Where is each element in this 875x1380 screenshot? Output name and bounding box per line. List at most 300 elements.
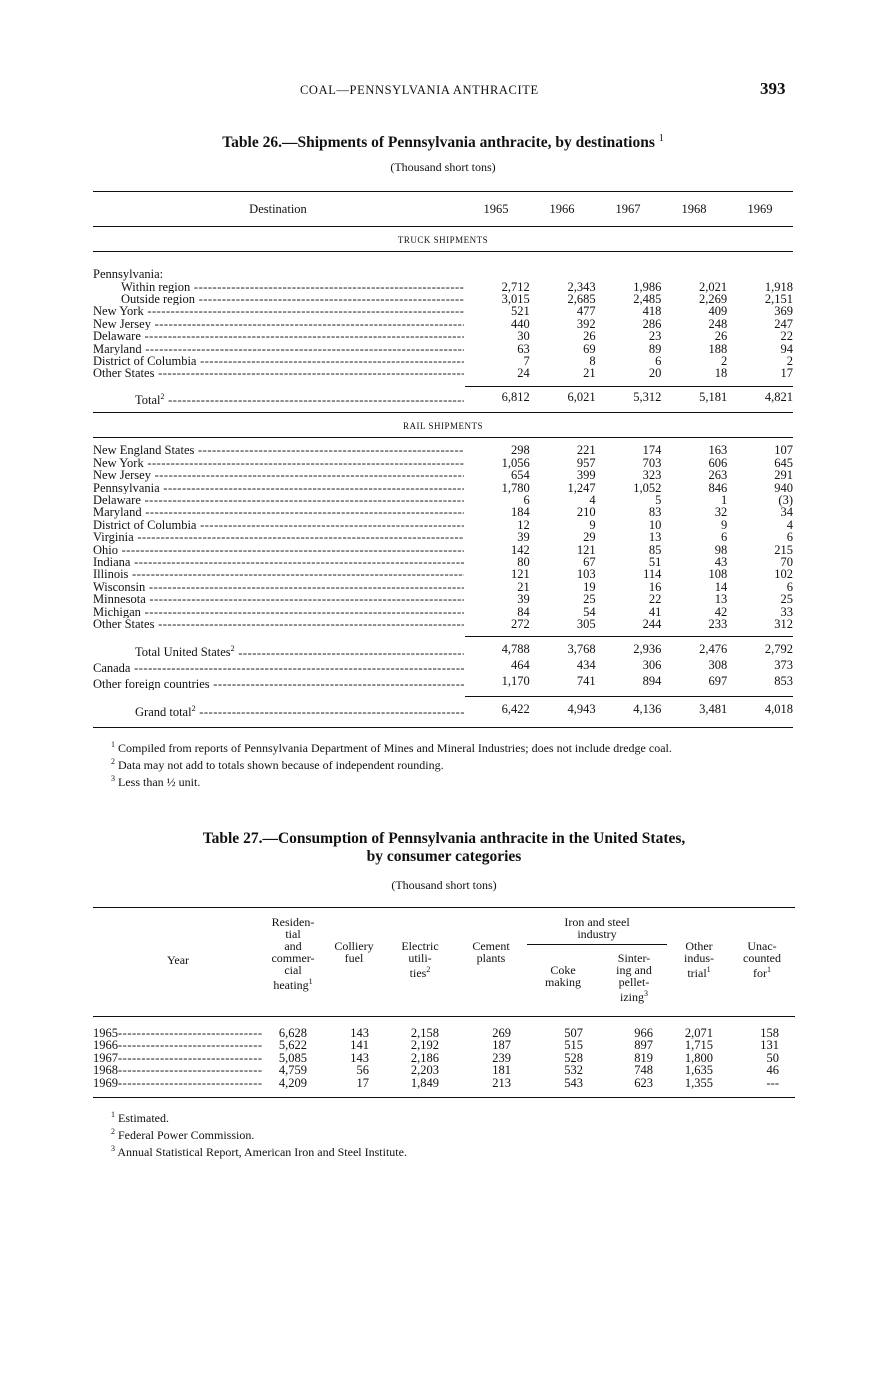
- row-value: 6,812: [501, 389, 530, 404]
- row-year: 1969 -----: [93, 1077, 263, 1089]
- table-row: [93, 531, 793, 543]
- table-row: [93, 1077, 795, 1089]
- row-value: 13: [648, 530, 662, 545]
- row-label: [93, 494, 464, 506]
- row-value: 233: [708, 617, 728, 632]
- col-cement: Cement plants: [472, 939, 510, 965]
- row-value: 248: [708, 316, 728, 331]
- row-value: (3): [778, 493, 793, 507]
- col-unaccounted: [729, 908, 795, 1016]
- row-value: 543: [564, 1075, 583, 1090]
- row-value: 42: [714, 604, 728, 619]
- footnote-mark: 2: [111, 1127, 115, 1137]
- row-value: 1,986: [633, 279, 662, 294]
- row-value: 247: [774, 316, 793, 331]
- row-value: 269: [492, 1026, 511, 1040]
- row-label: [93, 293, 464, 305]
- row-value: 2,071: [684, 1026, 713, 1040]
- row-label-text: Indiana: [93, 556, 131, 569]
- row-value: 1: [720, 493, 728, 507]
- row-value: 2,151: [764, 291, 793, 306]
- table-26: [93, 130, 793, 789]
- row-label-text: Virginia: [93, 531, 134, 544]
- row-label-text: Other foreign countries: [93, 676, 210, 691]
- row-value: 369: [774, 304, 793, 319]
- row-value: 654: [511, 468, 530, 483]
- col-residential-text: Residen- tial and commer- cial heating: [271, 915, 315, 992]
- row-value: 1,780: [501, 480, 530, 495]
- row-value: 9: [720, 517, 728, 532]
- row-label: [93, 457, 464, 469]
- row-value: 966: [634, 1026, 653, 1040]
- row-label: [93, 391, 464, 407]
- table-row: [93, 519, 793, 531]
- table-row: [93, 355, 793, 367]
- row-label-text: New Jersey: [93, 469, 151, 482]
- col-residential: [263, 908, 323, 1016]
- row-value: 18: [714, 366, 728, 381]
- row-value: 606: [708, 455, 728, 470]
- row-label-text: Total United States: [135, 645, 231, 660]
- row-value: 3,481: [699, 702, 728, 717]
- row-value: 108: [708, 567, 728, 582]
- row-value: 51: [648, 555, 662, 570]
- row-value: 213: [492, 1075, 511, 1090]
- row-value: 263: [708, 468, 728, 483]
- table-row: [93, 659, 793, 675]
- footnote-mark: 2: [111, 756, 115, 766]
- row-label-text: Outside region: [121, 292, 195, 306]
- table-row: [93, 330, 793, 342]
- col-coke: Coke making: [545, 963, 581, 989]
- row-label: [93, 330, 464, 342]
- row-label-text: Maryland: [93, 506, 142, 519]
- row-value: 84: [517, 604, 530, 619]
- row-value: 56: [356, 1063, 369, 1078]
- row-value: 2: [786, 354, 793, 368]
- row-value: 239: [492, 1050, 511, 1065]
- row-value: 528: [564, 1050, 583, 1065]
- footnote-text: Federal Power Commission.: [118, 1128, 255, 1143]
- row-label: [93, 444, 464, 456]
- row-label-text: Wisconsin: [93, 580, 146, 594]
- section-rail-shipments: RAIL SHIPMENTS: [403, 421, 483, 432]
- row-value: 63: [517, 341, 530, 356]
- row-label-note: 2: [191, 704, 196, 714]
- row-label: [93, 318, 464, 330]
- row-value: 142: [511, 542, 530, 557]
- table-row: [93, 367, 793, 379]
- row-value: 22: [780, 329, 793, 344]
- row-value: 215: [774, 542, 793, 557]
- col-unac-note: 1: [767, 965, 771, 974]
- row-value: 4,018: [764, 702, 793, 717]
- row-value: 2,158: [410, 1026, 439, 1040]
- row-label: [93, 367, 464, 379]
- footnote-mark: 3: [111, 1144, 115, 1154]
- footnote: [93, 772, 793, 789]
- row-value: 16: [648, 579, 662, 594]
- table-26-title: [93, 130, 793, 152]
- row-label-text: Canada: [93, 661, 131, 675]
- row-label-text: Grand total: [135, 705, 192, 719]
- footnote-text: Annual Statistical Report, American Iron and Steel Institute.: [117, 1145, 407, 1160]
- row-value: 17: [356, 1075, 369, 1090]
- table-27-title-line2: by consumer categories: [366, 848, 522, 865]
- row-value: 26: [583, 329, 596, 344]
- row-label-text: Maryland: [93, 342, 142, 355]
- row-value: 298: [511, 443, 530, 458]
- table-27-subtitle: (Thousand short tons): [391, 878, 497, 892]
- row-value: 187: [492, 1038, 511, 1053]
- row-value: 25: [583, 592, 596, 607]
- row-label: [93, 343, 464, 355]
- table-row: [93, 281, 793, 293]
- row-value: 50: [766, 1050, 779, 1065]
- footnote: [93, 1125, 795, 1142]
- row-value: 19: [583, 579, 596, 594]
- table-row: [93, 643, 793, 659]
- col-unac-text: Unac- counted for: [743, 939, 781, 980]
- row-value: 623: [634, 1075, 653, 1090]
- col-year: 1968: [681, 201, 707, 216]
- row-value: ---: [766, 1075, 779, 1090]
- row-value: 184: [511, 505, 530, 520]
- col-destination: Destination: [249, 201, 307, 216]
- row-value: 5,622: [278, 1038, 307, 1053]
- row-label-text: District of Columbia: [93, 355, 197, 368]
- row-value: 5,312: [633, 389, 662, 404]
- row-label-text: Delaware: [93, 330, 141, 343]
- table-26-header: [93, 192, 793, 226]
- row-year: 1967 -----: [93, 1052, 263, 1064]
- table-row: [93, 482, 793, 494]
- row-value: 1,849: [410, 1075, 439, 1090]
- row-value: 2,485: [633, 291, 662, 306]
- row-value: 143: [350, 1050, 369, 1065]
- row-value: 477: [576, 304, 596, 319]
- row-label-text: New England States: [93, 444, 195, 457]
- row-value: 957: [576, 455, 596, 470]
- row-value: 114: [643, 567, 662, 582]
- table-26-title-text: Table 26.—Shipments of Pennsylvania anthracite, by destinations: [222, 134, 655, 152]
- section-truck-shipments: TRUCK SHIPMENTS: [397, 235, 489, 246]
- row-value: 6: [786, 579, 793, 594]
- table-26-subtitle: (Thousand short tons): [390, 160, 496, 175]
- row-value: 20: [648, 366, 662, 381]
- row-value: 418: [642, 304, 662, 319]
- row-value: 6: [655, 354, 662, 368]
- row-value: 306: [642, 658, 662, 673]
- row-value: 2,021: [699, 279, 728, 294]
- table-row: [93, 1064, 795, 1076]
- row-value: 286: [642, 316, 662, 331]
- row-label: [93, 544, 464, 556]
- col-colliery: Colliery fuel: [334, 939, 374, 965]
- row-value: 181: [492, 1063, 511, 1078]
- row-value: 6,021: [567, 389, 596, 404]
- col-other-industrial: [669, 908, 729, 1016]
- row-value: 392: [576, 316, 596, 331]
- table-row: [93, 268, 793, 280]
- row-year: 1966 -----: [93, 1039, 263, 1051]
- row-value: 4,788: [501, 642, 530, 657]
- footnote-text: Data may not add to totals shown because of independent rounding.: [118, 757, 444, 772]
- row-value: 121: [511, 567, 530, 582]
- table-row: [93, 457, 793, 469]
- row-value: 143: [350, 1026, 369, 1040]
- row-label: [93, 618, 464, 630]
- row-value: 21: [517, 579, 530, 594]
- col-electric-note: 2: [426, 965, 431, 974]
- row-value: 4: [786, 517, 793, 532]
- row-value: 29: [583, 530, 596, 545]
- row-value: 819: [634, 1050, 653, 1065]
- row-value: 291: [774, 468, 793, 483]
- row-label-text: New York: [93, 456, 144, 470]
- row-value: 434: [576, 658, 596, 673]
- table-26-footnotes: [93, 738, 793, 789]
- table-row: [93, 494, 793, 506]
- row-value: 464: [511, 658, 530, 673]
- footnote-mark: 1: [111, 739, 115, 749]
- row-label-text: Other States: [93, 618, 155, 631]
- row-value: 897: [634, 1038, 653, 1053]
- table-row: [93, 606, 793, 618]
- row-value: 80: [517, 555, 530, 570]
- row-value: 24: [517, 366, 530, 381]
- row-value: 440: [511, 316, 530, 331]
- iron-steel-divider: [527, 944, 667, 945]
- col-year: 1967: [615, 201, 641, 216]
- row-value: 5: [655, 493, 662, 507]
- row-value: 1,800: [684, 1050, 713, 1065]
- footnote: [93, 738, 793, 755]
- row-value: 3,015: [501, 291, 530, 306]
- row-value: 39: [517, 592, 530, 607]
- row-value: 2,476: [699, 642, 728, 657]
- row-value: 3,768: [567, 642, 596, 657]
- row-value: 39: [517, 530, 530, 545]
- table-row: [93, 568, 793, 580]
- row-value: 107: [774, 443, 793, 458]
- row-value: 1,056: [501, 455, 530, 470]
- row-label: [93, 519, 464, 531]
- row-value: 6,422: [501, 702, 530, 717]
- table-row: [93, 318, 793, 330]
- row-value: 6: [786, 530, 793, 545]
- row-value: 6,628: [278, 1026, 307, 1040]
- footnote: [93, 755, 793, 772]
- row-value: 308: [708, 658, 728, 673]
- row-value: 54: [583, 604, 596, 619]
- row-value: 409: [708, 304, 728, 319]
- row-label: [93, 469, 464, 481]
- table-row: [93, 703, 793, 719]
- row-value: 210: [576, 505, 596, 520]
- row-label: [93, 643, 464, 659]
- col-year: 1966: [549, 201, 575, 216]
- row-value: 43: [714, 555, 728, 570]
- row-value: 103: [576, 567, 596, 582]
- row-value: 21: [583, 366, 596, 381]
- table-27-footnotes: [93, 1108, 795, 1159]
- row-label: [93, 556, 464, 568]
- row-value: 10: [648, 517, 662, 532]
- row-value: 121: [576, 542, 596, 557]
- row-value: 2,343: [567, 279, 596, 294]
- row-value: 2,186: [410, 1050, 439, 1065]
- row-value: 4,136: [633, 702, 662, 717]
- row-label-text: New York: [93, 305, 144, 318]
- row-value: 158: [760, 1026, 779, 1040]
- row-value: 83: [648, 505, 662, 520]
- col-iron-steel-group: Iron and steel industry: [564, 915, 630, 941]
- row-value: 2,936: [633, 642, 662, 657]
- row-value: 174: [642, 443, 662, 458]
- col-year: 1969: [747, 201, 773, 216]
- row-value: 2,685: [567, 291, 596, 306]
- row-value: 4,209: [278, 1075, 307, 1090]
- row-label-text: Within region: [121, 280, 191, 293]
- row-label: [93, 703, 464, 719]
- row-value: 940: [774, 480, 793, 495]
- row-value: 67: [583, 555, 596, 570]
- row-label-text: Other States: [93, 367, 155, 380]
- row-value: 748: [634, 1063, 653, 1078]
- footnote: [93, 1142, 795, 1159]
- row-value: 741: [576, 673, 596, 688]
- table-row: [93, 293, 793, 305]
- col-electric-text: Electric utili- ties: [401, 939, 439, 980]
- row-value: 2,712: [501, 279, 530, 294]
- table-row: [93, 675, 793, 691]
- row-value: 5,181: [699, 389, 728, 404]
- row-value: 1,715: [684, 1038, 713, 1053]
- row-label: [93, 675, 464, 691]
- row-value: 1,247: [567, 480, 596, 495]
- table-26-title-note: 1: [658, 133, 664, 144]
- col-other-note: 1: [706, 965, 711, 974]
- table-row: [93, 593, 793, 605]
- table-row: [93, 469, 793, 481]
- row-value: 312: [774, 617, 793, 632]
- table-row: [93, 581, 793, 593]
- row-label-note: 2: [230, 644, 235, 654]
- col-sinter-note: 3: [644, 989, 648, 998]
- row-label-text: Illinois: [93, 568, 129, 581]
- row-label: [93, 593, 464, 605]
- row-value: 7: [523, 354, 530, 368]
- footnote: [93, 1108, 795, 1125]
- row-value: 645: [774, 455, 793, 470]
- footnote-mark: 1: [111, 1110, 115, 1120]
- table-row: [93, 544, 793, 556]
- row-value: 244: [642, 617, 662, 632]
- row-value: 2,192: [410, 1038, 439, 1053]
- col-electric: [385, 908, 455, 1016]
- row-label: [93, 606, 464, 618]
- row-value: 1,918: [764, 279, 793, 294]
- row-value: 1,052: [633, 480, 662, 495]
- row-value: 221: [576, 443, 596, 458]
- row-label-note: 2: [160, 391, 165, 401]
- row-value: 14: [714, 579, 728, 594]
- row-value: 2: [720, 354, 728, 368]
- row-value: 98: [714, 542, 728, 557]
- row-label: [93, 281, 464, 293]
- row-value: 17: [780, 366, 793, 381]
- row-value: 373: [774, 658, 793, 673]
- row-label-text: New Jersey: [93, 317, 151, 331]
- row-label: [93, 581, 464, 593]
- row-value: 131: [760, 1038, 779, 1053]
- row-value: 853: [774, 673, 793, 688]
- row-label-text: Michigan: [93, 605, 141, 619]
- table-row: [93, 305, 793, 317]
- row-label: [93, 568, 464, 580]
- row-value: 1,355: [684, 1075, 713, 1090]
- table-27-header: [93, 908, 795, 1016]
- row-value: 305: [576, 617, 596, 632]
- row-value: 89: [648, 341, 662, 356]
- row-value: 12: [517, 517, 530, 532]
- row-value: 1,635: [684, 1063, 713, 1078]
- row-label-text: Total: [135, 392, 161, 407]
- footnote-text: Less than ½ unit.: [118, 774, 201, 789]
- row-value: 4,943: [567, 702, 596, 717]
- page-number: 393: [760, 79, 786, 98]
- row-value: 32: [714, 505, 728, 520]
- row-label: [93, 506, 464, 518]
- row-label: Pennsylvania:: [93, 268, 164, 281]
- row-value: 94: [780, 341, 793, 356]
- row-value: 9: [589, 517, 596, 532]
- row-value: 30: [517, 329, 530, 344]
- col-year: 1965: [483, 201, 509, 216]
- row-value: 22: [648, 592, 662, 607]
- footnote-text: Estimated.: [118, 1111, 169, 1126]
- row-value: 2,269: [699, 291, 728, 306]
- row-label-text: Pennsylvania: [93, 481, 160, 494]
- row-value: 163: [708, 443, 728, 458]
- row-value: 69: [583, 341, 596, 356]
- row-value: 4,759: [278, 1063, 307, 1078]
- row-label-text: Ohio: [93, 543, 118, 557]
- row-value: 33: [780, 604, 793, 619]
- row-value: 25: [780, 592, 793, 607]
- table-27-title-line1: Table 27.—Consumption of Pennsylvania anthracite in the United States,: [202, 830, 686, 847]
- row-value: 399: [576, 468, 596, 483]
- table-row: [93, 1039, 795, 1051]
- col-other-text: Other indus- trial: [684, 939, 714, 980]
- row-label-text: District of Columbia: [93, 518, 197, 532]
- row-year: 1968 -----: [93, 1064, 263, 1076]
- table-row: [93, 444, 793, 456]
- row-value: 894: [642, 673, 662, 688]
- row-value: 846: [708, 480, 728, 495]
- row-value: 5,085: [278, 1050, 307, 1065]
- row-value: 70: [780, 555, 793, 570]
- row-label: [93, 531, 464, 543]
- row-value: 41: [648, 604, 662, 619]
- row-value: 323: [642, 468, 662, 483]
- row-value: 85: [648, 542, 662, 557]
- row-value: 507: [564, 1026, 583, 1040]
- row-label: [93, 305, 464, 317]
- row-value: 8: [589, 354, 596, 368]
- row-value: 26: [714, 329, 728, 344]
